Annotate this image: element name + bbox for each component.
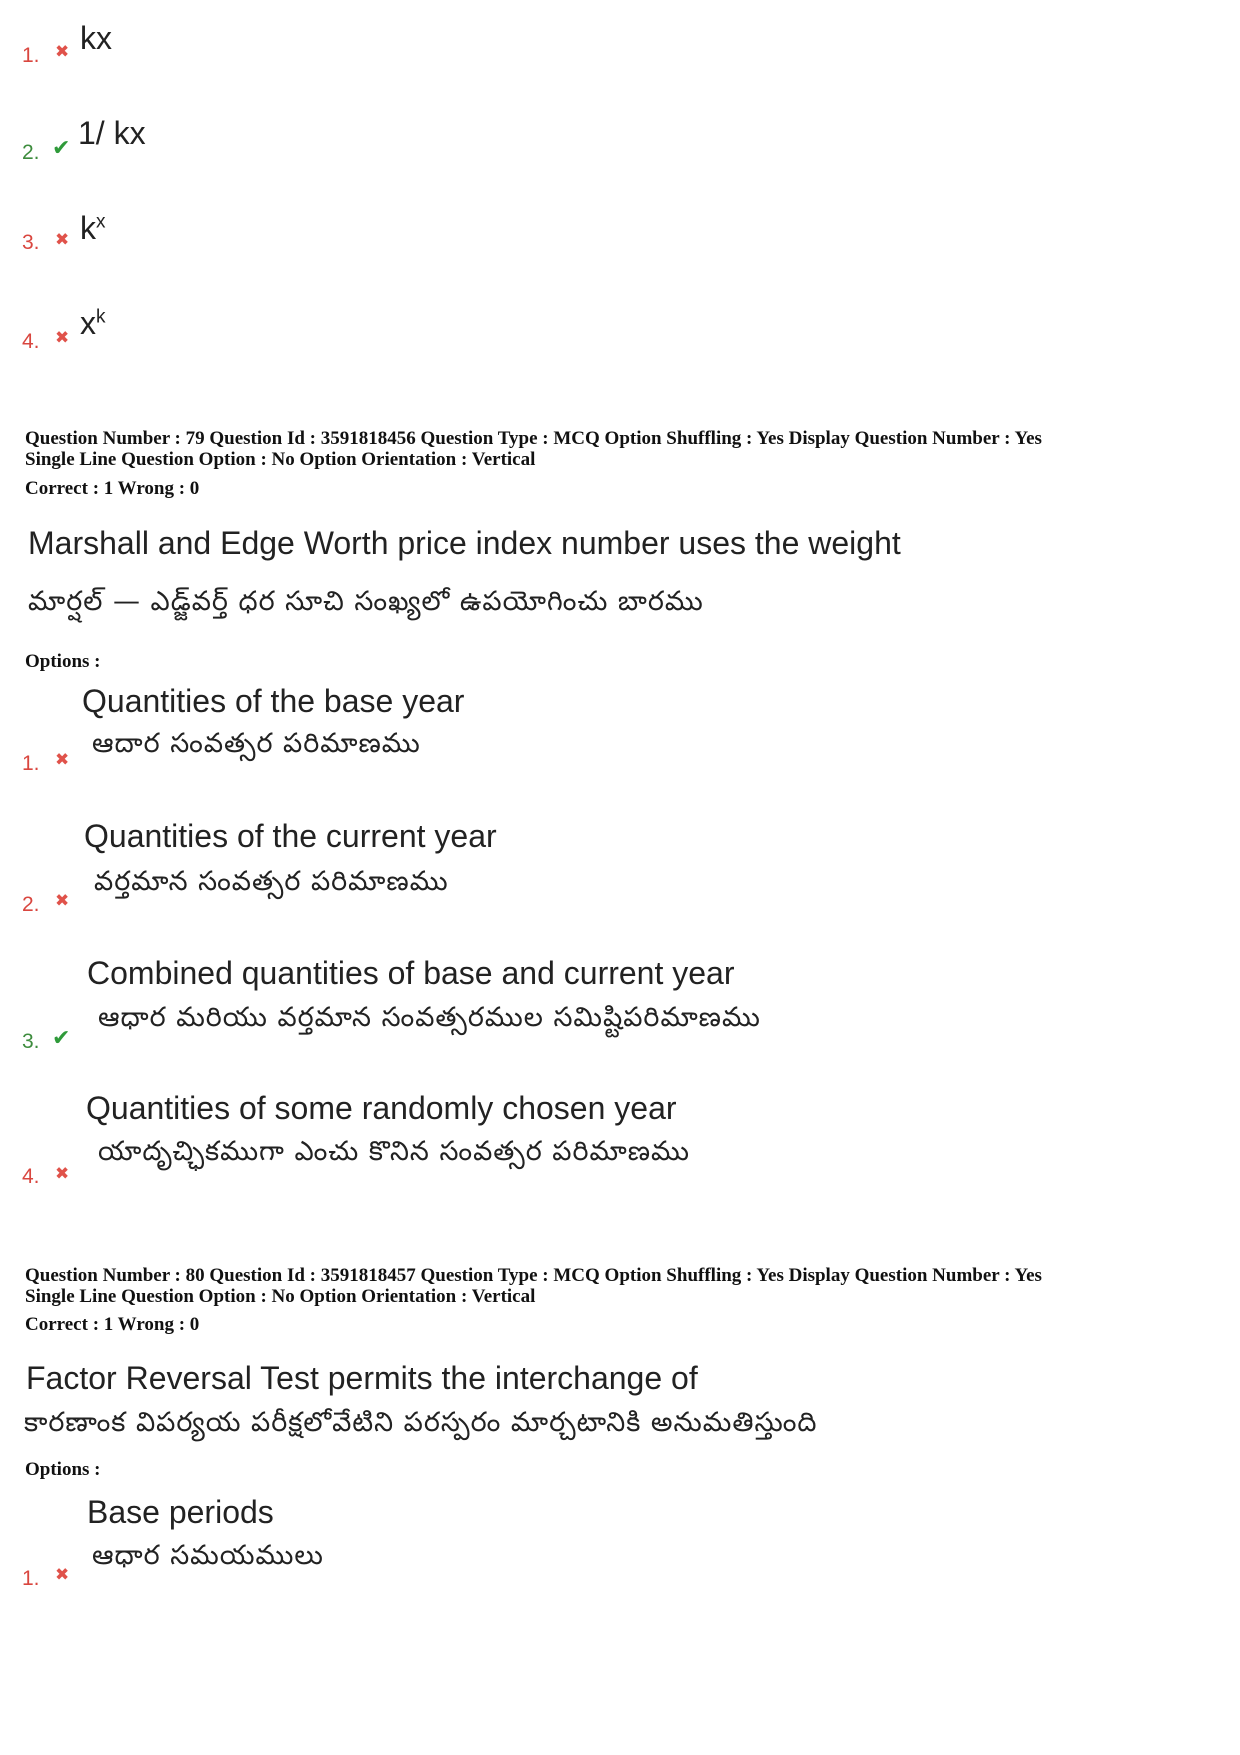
question-meta-2: Single Line Question Option : No Option Orientation : Vertical — [25, 1286, 536, 1307]
check-mark-icon: ✔ — [52, 1026, 71, 1051]
option-text: kx — [80, 20, 112, 56]
option-text-telugu: ఆధార మరియు వర్తమాన సంవత్సరముల సమిష్టిపరిమాణము — [98, 1002, 761, 1033]
option-number: 3. — [22, 231, 40, 254]
wrong-mark-icon: ✖ — [55, 1565, 70, 1585]
question-text-english: Marshall and Edge Worth price index number uses the weight — [28, 525, 901, 561]
wrong-mark-icon: ✖ — [55, 328, 70, 348]
marking-scheme: Correct : 1 Wrong : 0 — [25, 1314, 200, 1335]
option-number: 4. — [22, 1165, 40, 1188]
question-text-english: Factor Reversal Test permits the interchange of — [26, 1360, 698, 1396]
check-mark-icon: ✔ — [52, 136, 71, 161]
option-text-telugu: యాదృచ్ఛికముగా ఎంచు కొనిన సంవత్సర పరిమాణము — [98, 1136, 690, 1167]
wrong-mark-icon: ✖ — [55, 891, 70, 911]
option-text: $k^x$ — [80, 210, 106, 246]
option-number: 3. — [22, 1030, 40, 1053]
option-text-english: Quantities of the current year — [84, 818, 497, 854]
option-text-english: Quantities of some randomly chosen year — [86, 1090, 677, 1126]
question-meta: Question Number : 79 Question Id : 3591818456 Question Type : MCQ Option Shuffling : Yes Display Question Number : Yes — [25, 428, 1042, 449]
option-number: 2. — [22, 141, 40, 164]
wrong-mark-icon: ✖ — [55, 42, 70, 62]
option-number: 1. — [22, 44, 40, 67]
wrong-mark-icon: ✖ — [55, 230, 70, 250]
wrong-mark-icon: ✖ — [55, 750, 70, 770]
option-text-english: Quantities of the base year — [82, 683, 465, 719]
option-text: 1/ kx — [78, 115, 146, 151]
option-number: 4. — [22, 330, 40, 353]
option-number: 2. — [22, 893, 40, 916]
question-meta-2: Single Line Question Option : No Option Orientation : Vertical — [25, 449, 536, 470]
option-text-telugu: వర్తమాన సంవత్సర పరిమాణము — [94, 866, 449, 897]
option-number: 1. — [22, 1567, 40, 1590]
options-label: Options : — [25, 1459, 101, 1480]
option-text-english: Combined quantities of base and current year — [87, 955, 735, 991]
marking-scheme: Correct : 1 Wrong : 0 — [25, 478, 200, 499]
option-text-english: Base periods — [87, 1494, 274, 1530]
question-text-telugu: కారణాంక విపర్యయ పరీక్షలోవేటిని పరస్పరం మార్చటానికి అనుమతిస్తుంది — [24, 1407, 818, 1438]
option-text-telugu: ఆదార సంవత్సర పరిమాణము — [92, 728, 421, 759]
option-text: $x^k$ — [80, 305, 106, 341]
option-number: 1. — [22, 752, 40, 775]
question-meta: Question Number : 80 Question Id : 3591818457 Question Type : MCQ Option Shuffling : Yes Display Question Number : Yes — [25, 1265, 1042, 1286]
question-text-telugu: మార్షల్ — ఎడ్జ్‌వర్త్ ధర సూచి సంఖ్యలో ఉపయోగించు బారము — [28, 586, 704, 617]
option-text-telugu: ఆధార సమయములు — [92, 1540, 324, 1571]
options-label: Options : — [25, 651, 101, 672]
wrong-mark-icon: ✖ — [55, 1164, 70, 1184]
